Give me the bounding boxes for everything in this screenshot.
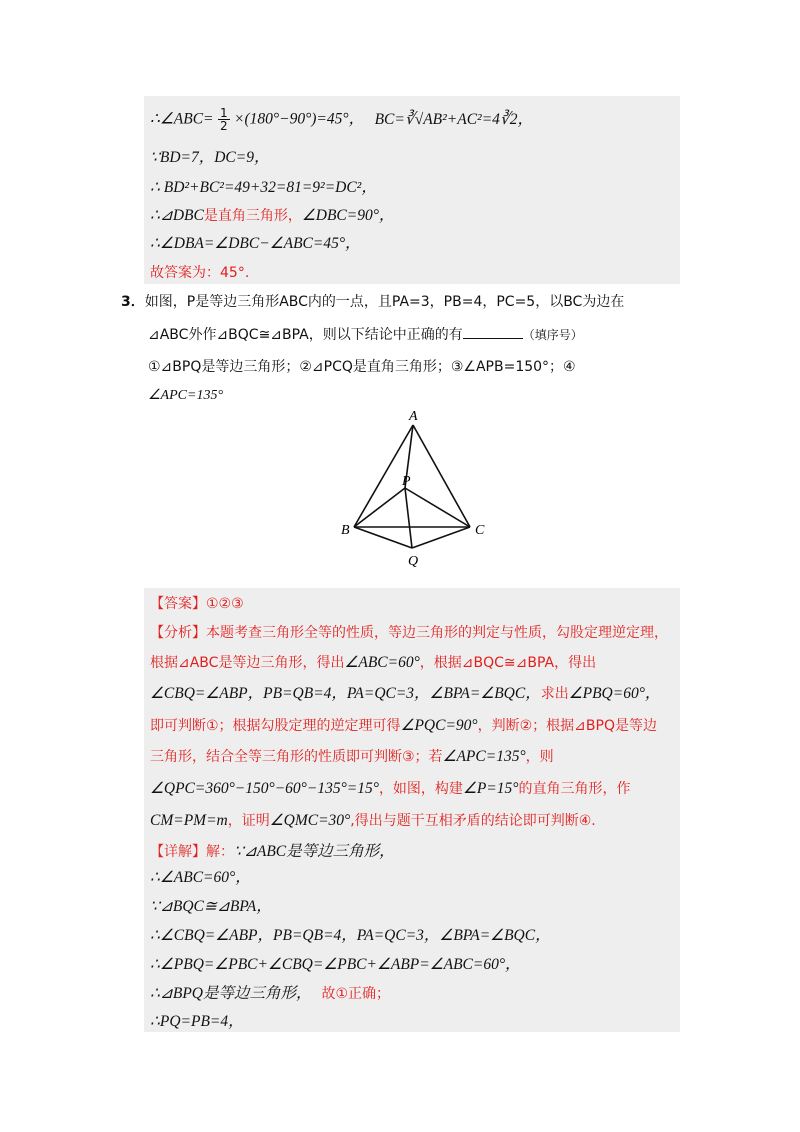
question-line-4: ∠APC=135° [148, 388, 224, 403]
label-b: B [341, 523, 350, 538]
edge-ac [413, 425, 470, 527]
analysis-line-1: 【分析】本题考查三角形全等的性质，等边三角形的判定与性质，勾股定理逆定理， [150, 625, 668, 641]
edge-pq [405, 488, 412, 548]
label-c: C [475, 523, 485, 538]
edge-cp [405, 488, 470, 527]
analysis-line-4: 即可判断①；根据勾股定理的逆定理可得∠PQC=90°，判断②；根据⊿BPQ是等边 [150, 717, 657, 734]
analysis-line-2: 根据⊿ABC是等边三角形，得出∠ABC=60°，根据⊿BQC≅⊿BPA，得出 [150, 654, 597, 671]
solution-line-4: ∴⊿DBC是直角三角形，∠DBC=90°， [150, 207, 395, 224]
label-p: P [402, 474, 411, 489]
detail-line-2: ∴∠ABC=60°， [150, 869, 251, 886]
edge-cq [412, 527, 470, 548]
edge-bp [354, 488, 405, 527]
detail-line-1: 【详解】解：∵⊿ABC是等边三角形， [150, 843, 395, 860]
solution-line-2: ∵BD=7，DC=9， [150, 149, 270, 166]
analysis-line-3: ∠CBQ=∠ABP，PB=QB=4，PA=QC=3，∠BPA=∠BQC，求出∠PBQ=60°， [150, 685, 661, 702]
analysis-line-7: CM=PM=m，证明∠QMC=30°,得出与题干互相矛盾的结论即可判断④. [150, 812, 596, 829]
analysis-line-5: 三角形，结合全等三角形的性质即可判断③；若∠APC=135°，则 [150, 748, 554, 765]
edge-bq [354, 527, 412, 548]
geometry-figure [330, 405, 500, 575]
detail-line-7: ∴PQ=PB=4， [150, 1013, 244, 1030]
solution-line-5: ∴∠DBA=∠DBC−∠ABC=45°， [150, 235, 361, 252]
fraction: $\frac{1}{2}$ [219, 106, 228, 133]
label-q: Q [408, 554, 419, 569]
detail-line-3: ∵⊿BQC≅⊿BPA， [150, 898, 272, 915]
label-a: A [409, 409, 418, 424]
analysis-line-6: ∠QPC=360°−150°−60°−135°=15°，如图，构建∠P=15°的直角三角形，作 [150, 780, 631, 797]
question-line-2: ⊿ABC外作⊿BQC≅⊿BPA，则以下结论中正确的有 （填序号） [148, 327, 583, 343]
detail-line-6: ∴⊿BPQ是等边三角形， 故①正确； [150, 985, 391, 1002]
answer-line [150, 594, 244, 614]
detail-line-5: ∴∠PBQ=∠PBC+∠CBQ=∠PBC+∠ABP=∠ABC=60°， [150, 956, 521, 973]
question-line-1: 3．如图，P是等边三角形ABC内的一点，且PA=3，PB=4，PC=5，以BC为边在 [121, 294, 625, 310]
detail-line-4: ∴∠CBQ=∠ABP，PB=QB=4，PA=QC=3，∠BPA=∠BQC， [150, 927, 551, 944]
question-line-3: ①⊿BPQ是等边三角形；②⊿PCQ是直角三角形；③∠APB=150°；④ [148, 359, 576, 375]
solution-line-6: 故答案为：45°. [150, 265, 250, 281]
answer-value: ①②③ [206, 596, 244, 612]
answer-blank [463, 326, 523, 339]
question-number: 3． [121, 294, 145, 310]
solution-line-3: ∴ BD²+BC²=49+32=81=9²=DC²， [150, 179, 377, 196]
answer-tag: 【答案】 [150, 596, 206, 612]
solution-line-1: ∴∠ABC= $\frac{1}{2}$ ×(180°−90°)=45°， BC=∛√AB²+AC²=4∛2， [150, 106, 534, 133]
